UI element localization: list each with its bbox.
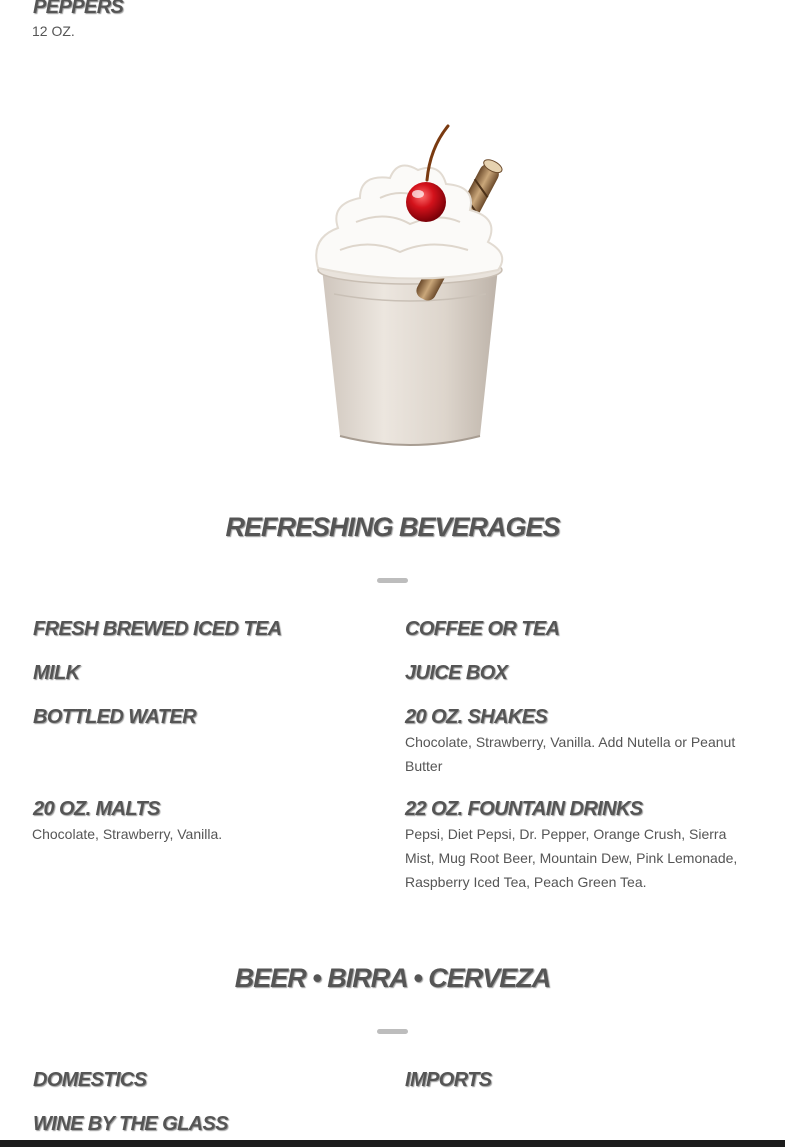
section-divider [377, 1029, 408, 1034]
menu-item-title: COFFEE OR TEA [405, 618, 560, 640]
menu-item-description-peppers: 12 OZ. [32, 23, 75, 39]
menu-item-title: BOTTLED WATER [33, 706, 196, 728]
section-title-beverages: REFRESHING BEVERAGES [225, 512, 560, 542]
milkshake-image [300, 118, 520, 454]
menu-item-title: FRESH BREWED ICED TEA [33, 618, 282, 640]
menu-item-title: MILK [33, 662, 80, 684]
menu-item-description: Pepsi, Diet Pepsi, Dr. Pepper, Orange Crush, Sierra Mist, Mug Root Beer, Mountain Dew, Pink Lemonade, Raspberry Iced Tea, Peach Green Tea. [405, 826, 738, 890]
section-title-beer: BEER • BIRRA • CERVEZA [234, 963, 551, 993]
menu-item-title: 20 OZ. SHAKES [405, 706, 548, 728]
menu-item-title: JUICE BOX [405, 662, 508, 684]
section-divider [377, 578, 408, 583]
menu-item-description: Chocolate, Strawberry, Vanilla. Add Nutella or Peanut Butter [405, 734, 736, 774]
menu-item-title-peppers: PEPPERS [33, 0, 124, 18]
menu-item-description: Chocolate, Strawberry, Vanilla. [32, 826, 223, 842]
menu-item-title: WINE BY THE GLASS [33, 1113, 229, 1135]
menu-item-title: DOMESTICS [33, 1069, 147, 1091]
menu-item-title: IMPORTS [405, 1069, 492, 1091]
menu-item-title: 22 OZ. FOUNTAIN DRINKS [405, 798, 643, 820]
menu-item-title: 20 OZ. MALTS [33, 798, 160, 820]
bottom-bar [0, 1140, 785, 1147]
